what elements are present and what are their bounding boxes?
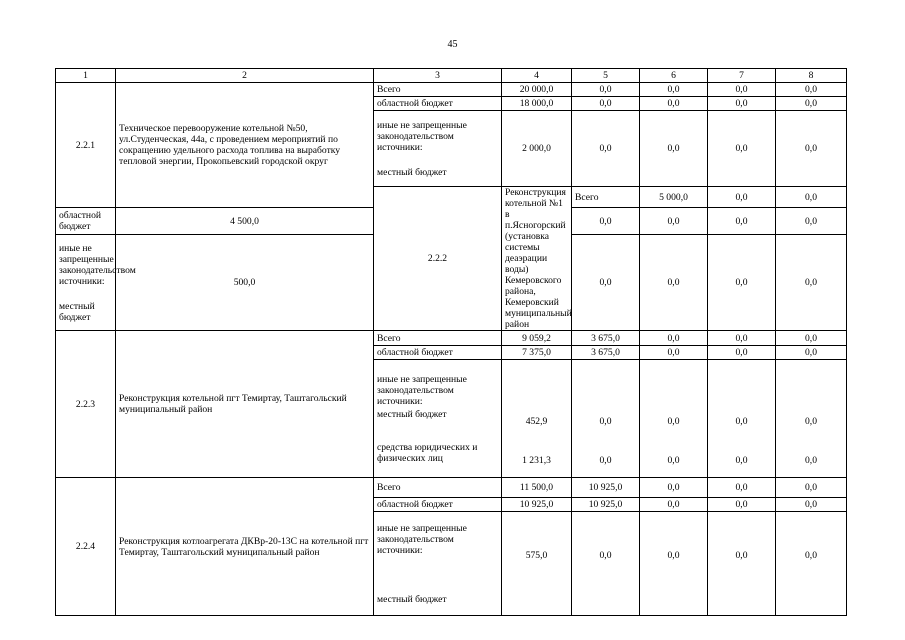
value-cell: 0,0 bbox=[776, 346, 847, 360]
item-code: 2.2.1 bbox=[56, 83, 116, 208]
value-cell: 0,0 bbox=[708, 478, 776, 498]
page-number: 45 bbox=[447, 39, 458, 50]
value-cell: 4 500,0 bbox=[116, 208, 374, 235]
value-cell: 0,0 bbox=[708, 331, 776, 346]
value-cell: 0,0 bbox=[776, 331, 847, 346]
item-name: Реконструкция котельной №1 в п.Ясногорский (установка системы деаэрации воды) Кемеровского района, Кемеровский муниципальный район bbox=[502, 187, 572, 331]
value-cell: 0,0 bbox=[708, 208, 776, 235]
value-cell: 18 000,0 bbox=[502, 97, 572, 111]
value-cell: 0,0 bbox=[805, 415, 817, 427]
funding-source: Всего bbox=[374, 478, 502, 498]
funding-source: областной бюджет bbox=[56, 208, 116, 235]
funding-source-group bbox=[374, 512, 502, 616]
table-row bbox=[56, 331, 847, 346]
funding-source: областной бюджет bbox=[374, 498, 502, 512]
table-row bbox=[56, 478, 847, 498]
value-cell: 0,0 bbox=[708, 512, 776, 616]
funding-source: иные не запрещенные законодательством источники: bbox=[377, 373, 467, 407]
value-cell: 0,0 bbox=[572, 235, 640, 331]
item-name: Реконструкция котельной пгт Темиртау, Таштагольский муниципальный район bbox=[116, 331, 374, 478]
value-cell: 0,0 bbox=[667, 454, 680, 466]
value-cell: 0,0 bbox=[640, 208, 708, 235]
value-stack bbox=[572, 360, 640, 478]
value-cell: 0,0 bbox=[708, 346, 776, 360]
value-cell: 0,0 bbox=[708, 111, 776, 187]
value-cell: 5 000,0 bbox=[640, 187, 708, 208]
value-cell: 0,0 bbox=[708, 498, 776, 512]
column-header: 2 bbox=[116, 69, 374, 83]
value-stack bbox=[776, 360, 847, 478]
value-cell: 0,0 bbox=[640, 111, 708, 187]
item-name: Реконструкция котлоагрегата ДКВр-20-13С на котельной пгт Темиртау, Таштагольский муниципальный район bbox=[116, 478, 374, 616]
funding-source: местный бюджет bbox=[377, 408, 447, 420]
value-cell: 0,0 bbox=[599, 454, 612, 466]
value-cell: 10 925,0 bbox=[572, 498, 640, 512]
value-cell: 0,0 bbox=[776, 208, 847, 235]
value-stack bbox=[640, 360, 708, 478]
value-cell: 0,0 bbox=[640, 478, 708, 498]
value-cell: 500,0 bbox=[116, 235, 374, 331]
value-cell: 0,0 bbox=[640, 331, 708, 346]
column-header: 6 bbox=[640, 69, 708, 83]
value-cell: 0,0 bbox=[708, 235, 776, 331]
funding-source-group bbox=[56, 235, 136, 331]
value-cell: 10 925,0 bbox=[572, 478, 640, 498]
column-header: 1 bbox=[56, 69, 116, 83]
value-cell: 7 375,0 bbox=[502, 346, 572, 360]
value-cell: 0,0 bbox=[640, 498, 708, 512]
value-cell: 0,0 bbox=[572, 97, 640, 111]
item-code: 2.2.3 bbox=[56, 331, 116, 478]
funding-source: областной бюджет bbox=[374, 97, 502, 111]
value-cell: 9 059,2 bbox=[502, 331, 572, 346]
funding-source: местный бюджет bbox=[377, 593, 447, 605]
value-cell: 0,0 bbox=[776, 478, 847, 498]
value-cell: 0,0 bbox=[735, 415, 748, 427]
value-cell: 0,0 bbox=[776, 97, 847, 111]
funding-table bbox=[55, 68, 847, 616]
value-cell: 3 675,0 bbox=[572, 331, 640, 346]
value-cell: 10 925,0 bbox=[502, 498, 572, 512]
column-header: 5 bbox=[572, 69, 640, 83]
table-row bbox=[56, 83, 847, 97]
header-row bbox=[56, 69, 847, 83]
value-cell: 11 500,0 bbox=[502, 478, 572, 498]
value-cell: 0,0 bbox=[572, 83, 640, 97]
value-stack bbox=[502, 360, 572, 478]
funding-source: Всего bbox=[572, 187, 640, 208]
funding-source-group bbox=[374, 360, 502, 478]
value-cell: 1 231,3 bbox=[522, 454, 551, 466]
value-cell: 3 675,0 bbox=[572, 346, 640, 360]
value-cell: 20 000,0 bbox=[502, 83, 572, 97]
funding-source-group bbox=[374, 111, 502, 187]
funding-source: иные не запрещенные законодательством источники: bbox=[377, 522, 467, 556]
column-header: 7 bbox=[708, 69, 776, 83]
value-cell: 0,0 bbox=[776, 187, 847, 208]
column-header: 4 bbox=[502, 69, 572, 83]
value-cell: 0,0 bbox=[776, 83, 847, 97]
value-cell: 0,0 bbox=[776, 498, 847, 512]
column-header: 8 bbox=[776, 69, 847, 83]
value-cell: 0,0 bbox=[572, 208, 640, 235]
funding-source: иные не запрещенные законодательством источники: bbox=[59, 242, 136, 287]
value-cell: 2 000,0 bbox=[502, 111, 572, 187]
value-cell: 452,9 bbox=[525, 415, 548, 427]
value-cell: 0,0 bbox=[776, 235, 847, 331]
value-cell: 0,0 bbox=[708, 83, 776, 97]
value-cell: 0,0 bbox=[708, 97, 776, 111]
value-cell: 0,0 bbox=[640, 83, 708, 97]
value-cell: 0,0 bbox=[708, 187, 776, 208]
value-cell: 0,0 bbox=[640, 512, 708, 616]
funding-source: областной бюджет bbox=[374, 346, 502, 360]
funding-source: местный бюджет bbox=[59, 300, 95, 323]
value-cell: 0,0 bbox=[776, 111, 847, 187]
value-cell: 0,0 bbox=[776, 512, 847, 616]
item-code: 2.2.2 bbox=[374, 187, 502, 331]
value-cell: 0,0 bbox=[640, 346, 708, 360]
funding-source: Всего bbox=[374, 331, 502, 346]
value-cell: 0,0 bbox=[667, 415, 680, 427]
value-cell: 0,0 bbox=[572, 111, 640, 187]
value-cell: 575,0 bbox=[502, 512, 572, 616]
value-cell: 0,0 bbox=[599, 415, 612, 427]
value-stack bbox=[708, 360, 776, 478]
item-name: Техническое перевооружение котельной №50, ул.Студенческая, 44а, с проведением мероприятий по сокращению удельного расхода топлива на выработку тепловой энергии, Прокопьевский городской округ bbox=[116, 83, 374, 208]
item-code: 2.2.4 bbox=[56, 478, 116, 616]
value-cell: 0,0 bbox=[640, 235, 708, 331]
funding-source: местный бюджет bbox=[377, 166, 447, 178]
funding-source: средства юридических и физических лиц bbox=[377, 441, 478, 464]
value-cell: 0,0 bbox=[640, 97, 708, 111]
value-cell: 0,0 bbox=[572, 512, 640, 616]
value-cell: 0,0 bbox=[735, 454, 748, 466]
value-cell: 0,0 bbox=[805, 454, 817, 466]
funding-source: иные не запрещенные законодательством источники: bbox=[377, 119, 467, 153]
funding-source: Всего bbox=[374, 83, 502, 97]
column-header: 3 bbox=[374, 69, 502, 83]
